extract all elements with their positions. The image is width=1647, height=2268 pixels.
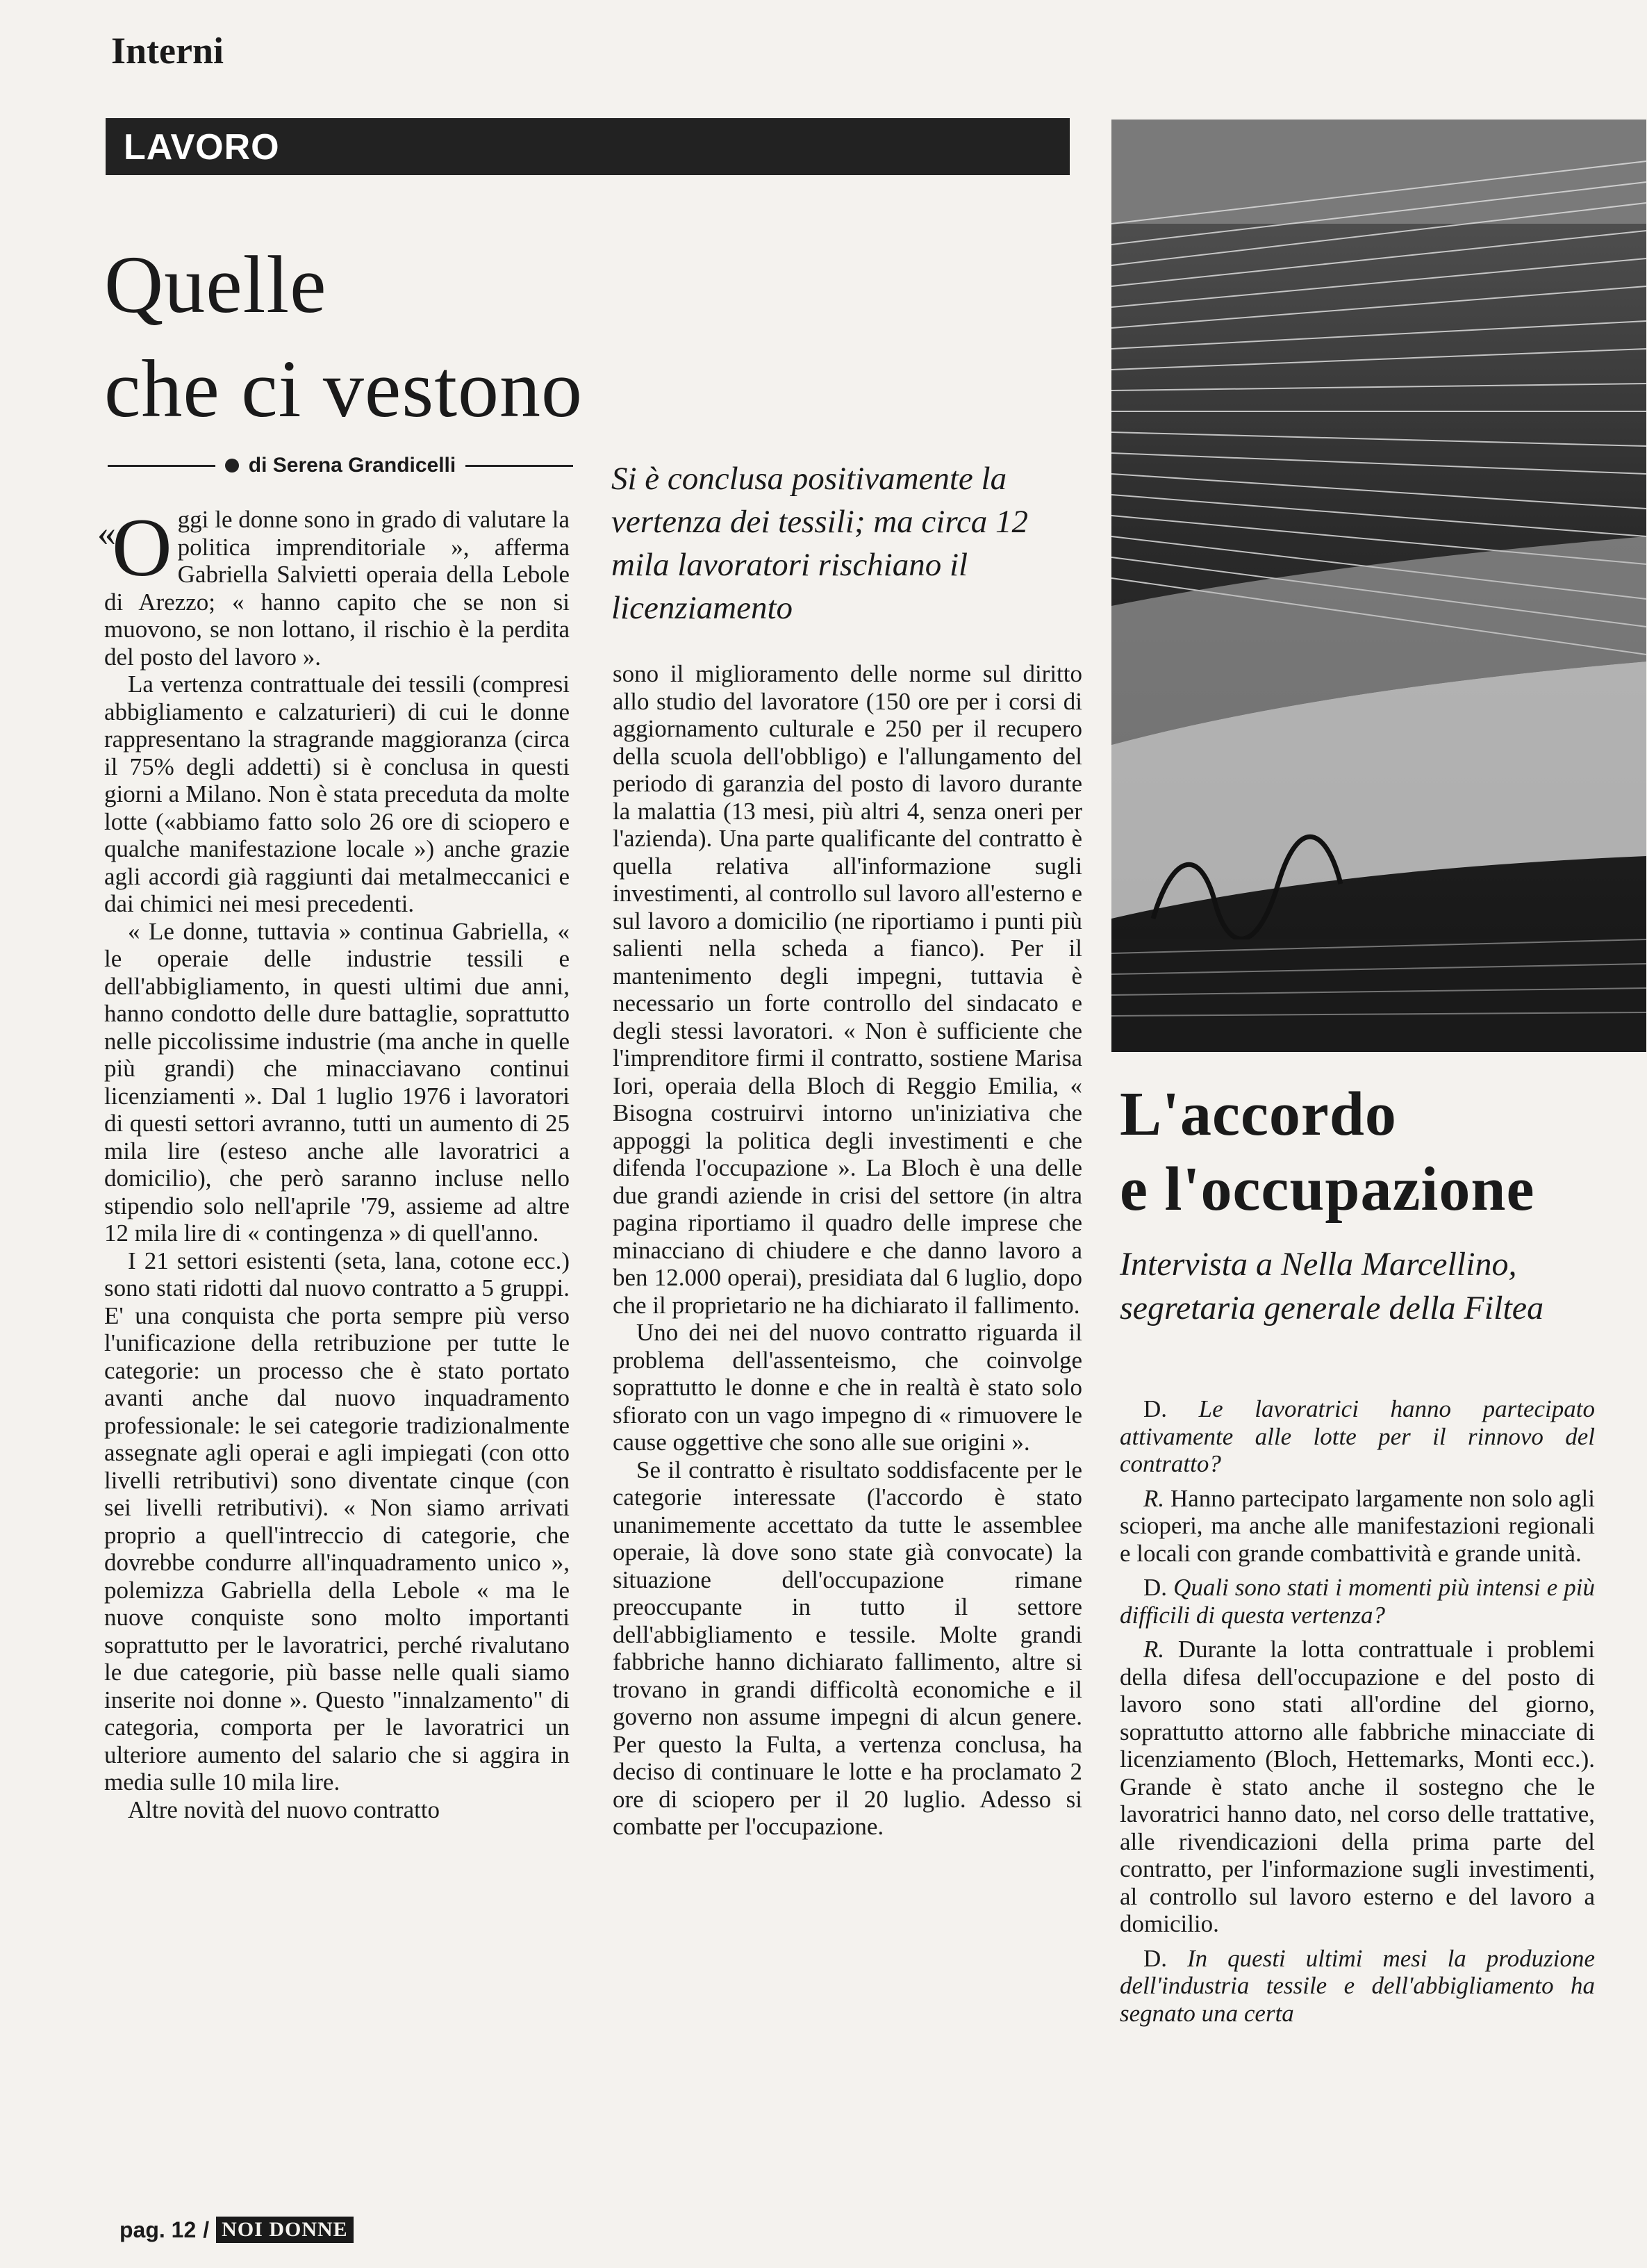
paragraph: Se il contratto è risultato soddisfacente per le categorie interessate (l'accordo è stato unanimemente accettato da tutte le assemblee operaie, là dove sono state già convocate) la situazione dell'occupazione rimane preoccupante in tutto il settore dell'abbigliamento e tessile. Molte grandi fabbriche hanno dichiarato fallimento, altre si trovano in grandi difficoltà economiche e il governo non assume impegni di alcun genere. Per questo la Fulta, a vertenza conclusa, ha deciso di continuare le lotte e ha proclamato 2 ore di sciopero per il 20 luglio. Adesso si combatte per l'occupazione. [613,1456,1082,1840]
answer [1120,1636,1595,1938]
interview-column [1120,1395,1595,2167]
byline-rule-right [465,465,573,467]
drop-quote: « [97,512,116,554]
answer-label: R. [1143,1636,1165,1663]
loom-threads-illustration [1111,120,1646,1052]
question-label: D. [1143,1944,1168,1972]
page-footer [119,2217,354,2243]
byline [108,454,573,477]
question-text: Le lavoratrici hanno partecipato attivamente alle lotte per il rinnovo del contratto? [1120,1395,1596,1477]
question-label: D. [1143,1574,1168,1601]
article-column-1 [97,501,570,2135]
paragraph: Altre novità del nuovo contratto [128,1796,440,1823]
bullet-icon [225,459,239,472]
section-label: Interni [111,30,224,72]
paragraph: « Le donne, tuttavia » continua Gabriella, « le operaie delle industrie tessili e dell'abbigliamento, in questi ultimi due anni, hanno condotto delle dure battaglie, soprattutto nelle piccolissime industrie (ma anche in quelle più grandi) che minacciavano continui licenziamenti ». Dal 1 luglio 1976 i lavoratori di questi settori avranno, tutti un aumento di 25 mila lire (esteso anche alle lavoratrici a domicilio), che però saranno incluse nello stipendio solo nell'aprile '79, assieme ad altre 12 mila lire di « contingenza » di quell'anno. [104,917,570,1247]
paragraph-text: ggi le donne sono in grado di valutare la politica imprenditoriale », afferma Gabriella Salvietti operaia della Lebole di Arezzo; « hanno capito che se non si muovono, se non lottano, il rischio è la perdita del posto del lavoro ». [104,506,570,671]
headline [104,233,583,441]
question [1120,1574,1595,1629]
paragraph: I 21 settori esistenti (seta, lana, cotone ecc.) sono stati ridotti dal nuovo contratto a 5 gruppi. E' una conquista che porta sempre più verso l'unificazione della retribuzione per tutte le categorie: un processo che è stato portato avanti anche dal nuovo inquadramento professionale: le sei categorie tradizionalmente assegnate agli operai e agli impiegati (con otto livelli retributivi) sono diventate cinque (con sei livelli retributivi). « Non siamo arrivati proprio a quell'intreccio di categorie, che dovrebbe condurre all'inquadramento unico », polemizza Gabriella della Lebole « ma le nuove conquiste sono molto importanti soprattutto per le lavoratrici, perché rivalutano le due categorie, più basse nelle quali siamo inserite noi donne ». Questo "innalzamento" di categoria, comporta per le lavoratrici un ulteriore aumento del salario che si aggira in media sulle 10 mila lire. [104,1247,570,1796]
interview-title-line-2: e l'occupazione [1120,1155,1535,1224]
lead-paragraph [97,501,570,671]
interview-title [1120,1077,1534,1227]
byline-rule-left [108,465,215,467]
byline-text: di Serena Grandicelli [248,454,456,477]
headline-line-1: Quelle [104,239,327,330]
page-number: pag. 12 [119,2217,197,2242]
headline-line-2: che ci vestono [104,343,583,434]
textile-loom-photo [1111,120,1646,1052]
interview-title-line-1: L'accordo [1120,1080,1397,1149]
answer-text: Durante la lotta contrattuale i problemi della difesa dell'occupazione e del posto di lavoro sono stati all'ordine del giorno, soprattutto attorno alle fabbriche minacciate di licenziamento (Bloch, Hettemarks, Monti ecc.). Grande è stato anche il sostegno che le lavoratrici hanno dato, nel corso delle trattative, alle rivendicazioni della prima parte del contratto, per l'informazione sugli investimenti, al controllo sul lavoro esterno e del lavoro a domicilio. [1120,1636,1596,1937]
question-text: Quali sono stati i momenti più intensi e più difficili di questa vertenza? [1120,1574,1595,1629]
magazine-logo: NOI DONNE [216,2217,354,2243]
paragraph: Uno dei nei del nuovo contratto riguarda il problema dell'assenteismo, che coinvolge soprattutto le donne e che in realtà è stato solo sfiorato con un vago impegno di « rimuovere le cause oggettive che sono alle sue origini ». [613,1319,1082,1456]
standfirst: Si è conclusa positivamente la vertenza dei tessili; ma circa 12 mila lavoratori rischiano il licenziamento [611,461,1028,626]
footer-separator: / [203,2217,210,2242]
paragraph: sono il miglioramento delle norme sul diritto allo studio del lavoratore (150 ore per i corsi di aggiornamento culturale e 250 per il recupero della scuola dell'obbligo) e l'allungamento del periodo di garanzia del posto di lavoro durante la malattia (13 mesi, più altri 4, senza oneri per l'azienda). Una parte qualificante del contratto è quella relativa all'informazione sugli investimenti, al controllo sul lavoro all'esterno e sul lavoro a domicilio (ne riportiamo i punti più salienti nella scheda a fianco). Per il mantenimento degli impegni, tuttavia è necessario un forte controllo del sindacato e degli stessi lavoratori. « Non è sufficiente che l'imprenditore firmi il contratto, sostiene Marisa Iori, operaia della Bloch di Reggio Emilia, « Bisogna costruirvi intorno un'iniziativa che appoggi la politica degli investimenti e che difenda l'occupazione ». La Bloch è una delle due grandi aziende in crisi del settore (in altra pagina riportiamo il quadro delle imprese che minacciano di chiudere e che danno lavoro a ben 12.000 operai), presidiata dal 6 luglio, dopo che il proprietario ne ha dichiarato il fallimento. [613,660,1082,1319]
question [1120,1945,1595,2028]
question-label: D. [1143,1395,1168,1422]
article-column-2 [613,660,1082,2151]
interview-subtitle: Intervista a Nella Marcellino, segretaria generale della Filtea [1120,1246,1544,1326]
rubric-label: LAVORO [124,127,280,167]
paragraph: La vertenza contrattuale dei tessili (compresi abbigliamento e calzaturieri) di cui le donne rappresentano la stragrande maggioranza (circa il 75% degli addetti) si è conclusa in questi giorni a Milano. Non è stata preceduta da molte lotte («abbiamo fatto solo 26 ore di sciopero e qualche manifestazione locale ») anche grazie agli accordi già raggiunti dai metalmeccanici e dai chimici nei mesi precedenti. [104,671,570,917]
question-text: In questi ultimi mesi la produzione dell'industria tessile e dell'abbigliamento ha segnato una certa [1120,1944,1596,2027]
drop-cap: O [112,501,172,593]
answer-text: Hanno partecipato largamente non solo agli scioperi, ma anche alle manifestazioni regionali e locali con grande combattività e grande unità. [1120,1484,1595,1567]
question [1120,1395,1595,1478]
answer-label: R. [1143,1484,1165,1512]
answer [1120,1485,1595,1568]
